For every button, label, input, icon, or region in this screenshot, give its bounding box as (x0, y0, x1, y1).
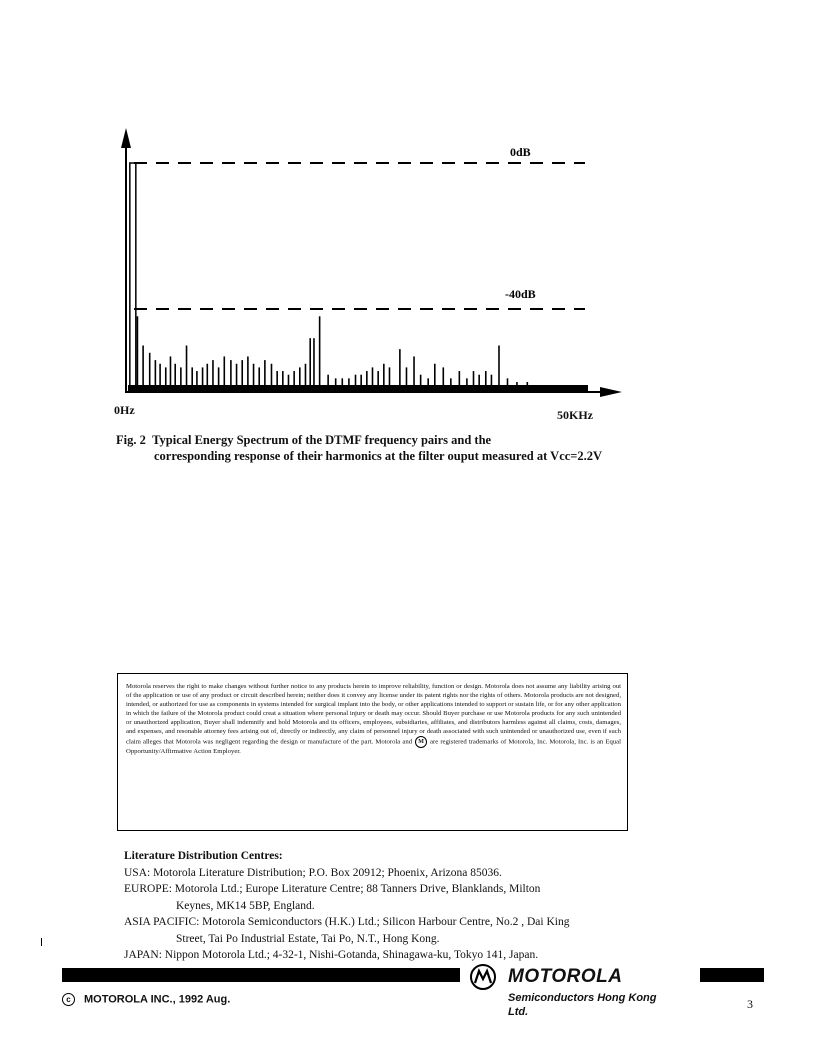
division-line-2: Ltd. (508, 1006, 529, 1018)
motorola-batwing-icon (470, 964, 496, 990)
legal-disclaimer-box (117, 673, 628, 831)
division-name (508, 991, 688, 1019)
spectrum-chart (0, 0, 816, 420)
literature-distribution (124, 848, 644, 964)
ref-label-minus40db: -40dB (505, 287, 536, 301)
literature-europe-cont: Keynes, MK14 5BP, England. (176, 899, 315, 912)
literature-title: Literature Distribution Centres: (124, 850, 283, 862)
noise-floor (128, 385, 588, 391)
literature-asia: ASIA PACIFIC: Motorola Semiconductors (H.K.) Ltd.; Silicon Harbour Centre, No.2 , Dai King (124, 916, 570, 928)
footer-rule-left (62, 968, 460, 982)
division-line-1: Semiconductors Hong Kong (508, 992, 657, 1004)
copyright-icon: c (62, 993, 75, 1006)
page-number: 3 (747, 997, 753, 1011)
x-axis-max-label: 50KHz (557, 408, 593, 422)
spike-0 (130, 163, 136, 391)
literature-japan: JAPAN: Nippon Motorola Ltd.; 4-32-1, Nishi-Gotanda, Shinagawa-ku, Tokyo 141, Japan. (124, 949, 539, 961)
motorola-logo-icon: M (415, 736, 427, 748)
spectrum-spikes (128, 163, 588, 391)
x-axis-min-label: 0Hz (114, 403, 135, 417)
literature-europe: EUROPE: Motorola Ltd.; Europe Literature Centre; 88 Tanners Drive, Blanklands, Milton (124, 883, 541, 895)
disclaimer-text-tail: are registered trademarks of Motorola, Inc. Motorola, Inc. is an Equal Opportunity/Affirmative Action Employer. (126, 738, 621, 756)
copyright-notice (62, 993, 230, 1006)
ref-label-0db: 0dB (510, 145, 531, 159)
margin-mark (41, 938, 42, 946)
footer-rule-right (700, 968, 764, 982)
literature-asia-cont: Street, Tai Po Industrial Estate, Tai Po, N.T., Hong Kong. (176, 932, 440, 945)
figure-label: Fig. 2 (116, 433, 146, 447)
copyright-text: MOTOROLA INC., 1992 Aug. (84, 993, 231, 1006)
chart-axes (121, 128, 622, 397)
brand-name: MOTOROLA (508, 966, 623, 987)
caption-line-2: corresponding response of their harmonics at the filter ouput measured at Vcc=2.2V (154, 449, 603, 463)
disclaimer-text: Motorola reserves the right to make changes without further notice to any products herein to improve reliability, function or design. Motorola does not assume any liability arising out of the application or use of any product or circuit described herein; neither does it convey any license under its patent rights nor the rights of others. Motorola products are not designed, intended, or authorized for use as components in systems intended for surgical implant into the body, or other applications intended to support or sustain life, or for any other application in which the failure of the Motorola product could creat a situation where personal injury or death may occur. Should Buyer purchase or use Motorola products for any such unintended or unauthorized application, Buyer shall indemnify and hold Motorola and its officers, employees, subsidiaries, affiliates, and distributors harmless against all claims, costs, damages, and expenses, and resonable attorney fees arising out of, directly or indirectly, any claim of personnel injury or death associated with such unintended or unauthorized use, even if such claim alleges that Motorola was negligent regarding the design or manufacture of the part. Motorola and (126, 683, 621, 746)
caption-line-1: Typical Energy Spectrum of the DTMF frequency pairs and the (152, 433, 492, 447)
y-axis-arrow-icon (121, 128, 131, 148)
literature-usa: USA: Motorola Literature Distribution; P.O. Box 20912; Phoenix, Arizona 85036. (124, 866, 502, 879)
figure-caption (116, 432, 676, 464)
x-axis-arrow-icon (600, 387, 622, 397)
